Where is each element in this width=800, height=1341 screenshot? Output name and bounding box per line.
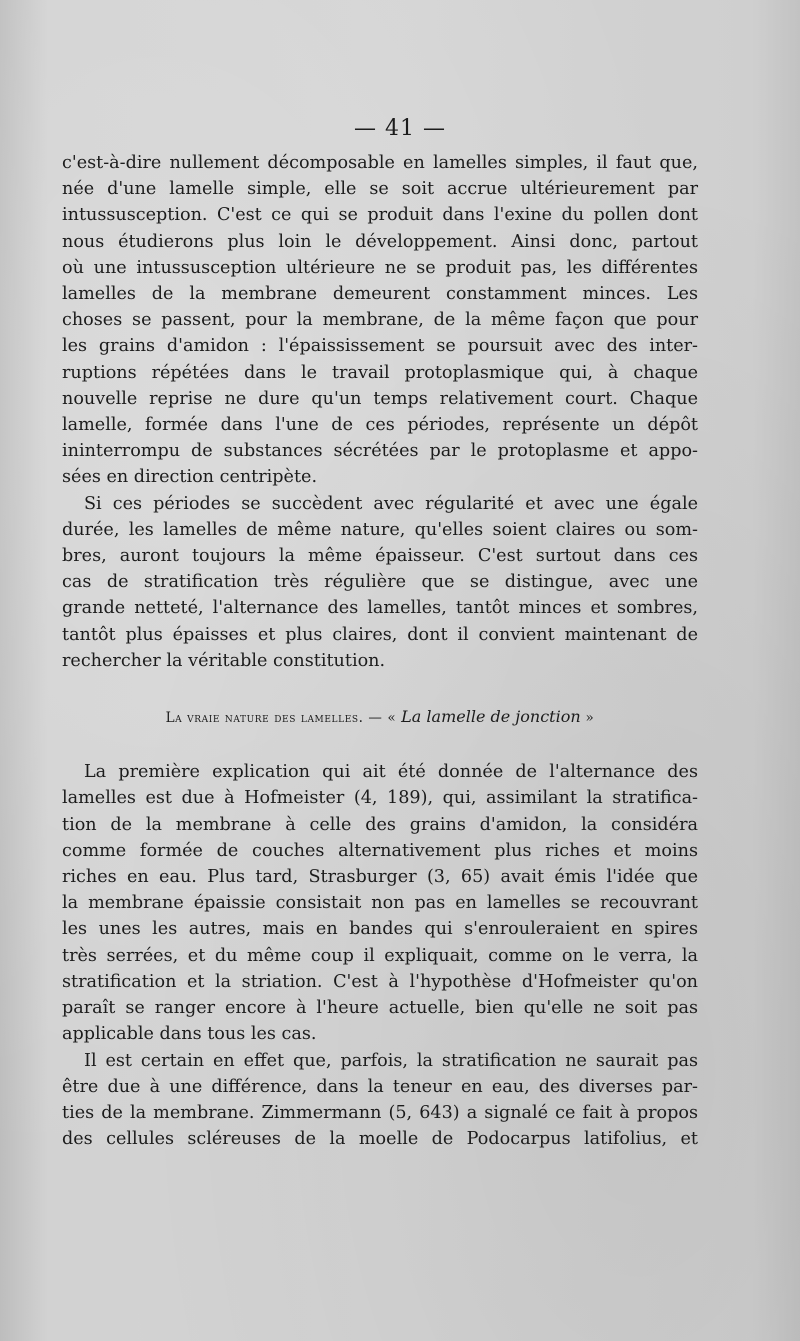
text-line: comme formée de couches alternativement plus riches et moins: [62, 840, 698, 861]
paragraph-1: [62, 150, 698, 491]
section-heading-dash: — «: [363, 710, 402, 727]
text-line: intussusception. C'est ce qui se produit dans l'exine du pollen dont: [62, 205, 698, 226]
text-line: être due à une différence, dans la teneur en eau, des diverses par-: [62, 1076, 698, 1097]
text-line: des cellules scléreuses de la moelle de Podocarpus latifolius, et: [62, 1129, 698, 1150]
section-heading-close: »: [580, 710, 595, 727]
text-line: les unes les autres, mais en bandes qui s'enrouleraient en spires: [62, 919, 698, 940]
text-line: choses se passent, pour la membrane, de la même façon que pour: [62, 310, 698, 331]
text-line: Il est certain en effet que, parfois, la stratification ne saurait pas: [84, 1050, 698, 1071]
text-line: très serrées, et du même coup il expliquait, comme on le verra, la: [62, 945, 698, 966]
paragraph-2: [62, 491, 698, 674]
text-line: la membrane épaissie consistait non pas en lamelles se recouvrant: [62, 893, 698, 914]
paragraph-4: [62, 1048, 698, 1153]
text-line: durée, les lamelles de même nature, qu'elles soient claires ou som-: [62, 519, 698, 540]
text-line: applicable dans tous les cas.: [62, 1024, 317, 1045]
section-heading: [62, 704, 698, 731]
text-line: c'est-à-dire nullement décomposable en lamelles simples, il faut que,: [62, 153, 698, 173]
text-line: bres, auront toujours la même épaisseur. C'est surtout dans ces: [62, 546, 698, 567]
text-line: grande netteté, l'alternance des lamelles, tantôt minces et sombres,: [62, 598, 698, 619]
text-line: les grains d'amidon : l'épaississement se poursuit avec des inter-: [62, 336, 698, 357]
text-line: sées en direction centripète.: [62, 467, 318, 488]
section-heading-subtitle: La lamelle de jonction: [401, 707, 581, 727]
text-line: ruptions répétées dans le travail protoplasmique qui, à chaque: [62, 362, 698, 383]
page-number: — 41 —: [354, 116, 446, 141]
text-line: riches en eau. Plus tard, Strasburger (3, 65) avait émis l'idée que: [62, 867, 698, 888]
text-line: cas de stratification très régulière que se distingue, avec une: [62, 572, 698, 593]
text-line: stratification et la striation. C'est à l'hypothèse d'Hofmeister qu'on: [62, 971, 698, 992]
text-line: lamelles de la membrane demeurent constamment minces. Les: [62, 284, 698, 305]
text-line: paraît se ranger encore à l'heure actuelle, bien qu'elle ne soit pas: [62, 998, 698, 1019]
text-line: rechercher la véritable constitution.: [62, 650, 386, 671]
text-line: nous étudierons plus loin le développement. Ainsi donc, partout: [62, 231, 698, 252]
paragraph-3: [62, 759, 698, 1047]
text-line: où une intussusception ultérieure ne se produit pas, les différentes: [62, 257, 698, 278]
text-line: lamelles est due à Hofmeister (4, 189), qui, assimilant la stratifica-: [62, 788, 698, 809]
text-line: ininterrompu de substances sécrétées par le protoplasme et appo-: [62, 441, 698, 462]
text-line: Si ces périodes se succèdent avec régularité et avec une égale: [84, 493, 698, 514]
text-line: La première explication qui ait été donnée de l'alternance des: [84, 762, 698, 783]
text-line: tantôt plus épaisses et plus claires, dont il convient maintenant de: [62, 624, 698, 645]
section-heading-title: La vraie nature des lamelles.: [165, 710, 364, 727]
text-line: née d'une lamelle simple, elle se soit accrue ultérieurement par: [62, 179, 698, 200]
body-text: [62, 150, 698, 1152]
text-line: ties de la membrane. Zimmermann (5, 643) a signalé ce fait à propos: [62, 1102, 698, 1123]
text-line: nouvelle reprise ne dure qu'un temps relativement court. Chaque: [62, 388, 698, 409]
text-line: lamelle, formée dans l'une de ces périodes, représente un dépôt: [62, 415, 698, 436]
text-line: tion de la membrane à celle des grains d'amidon, la considéra: [62, 814, 698, 835]
